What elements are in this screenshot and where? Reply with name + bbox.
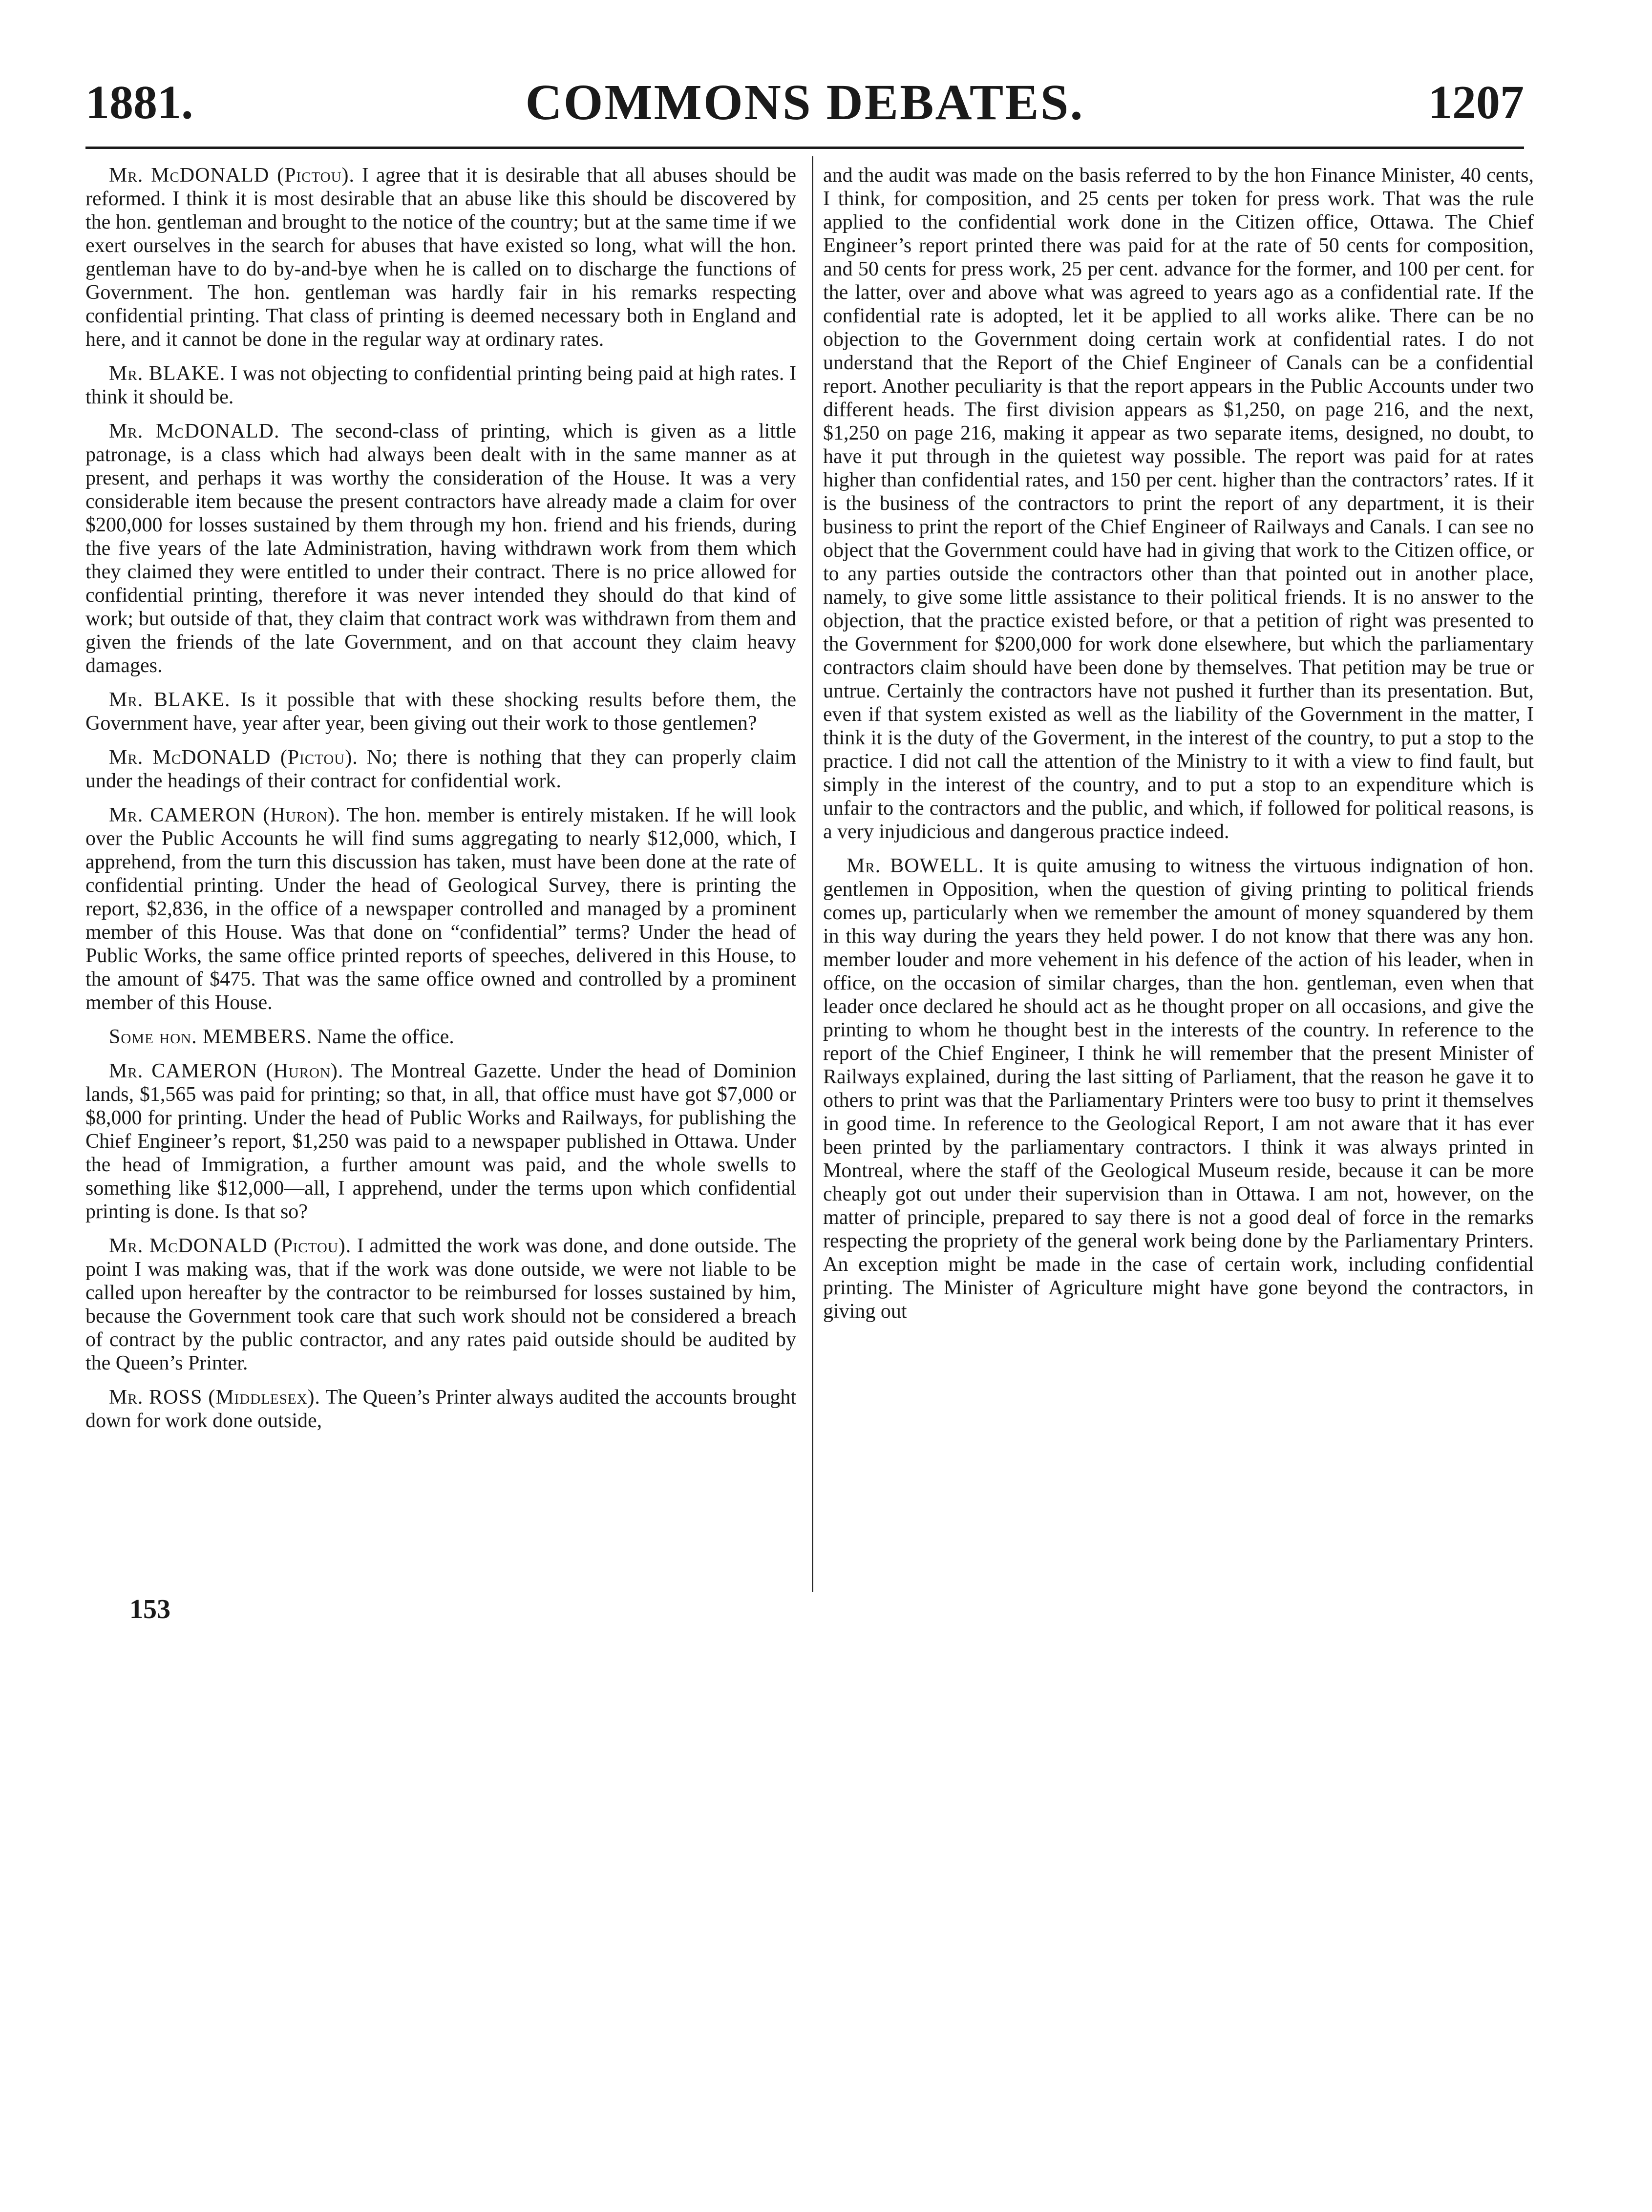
speech-paragraph	[85, 1386, 796, 1433]
speech-text: The hon. member is entirely mistaken. If he will look over the Public Accounts he will find sums aggregating to nearly $12,000, which, I apprehend, from the turn this discussion has taken, must have been done at the rate of confidential printing. Under the head of Geological Survey, there is printing the report, $2,836, in the office of a newspaper controlled and managed by a prominent member of this House. Was that done on “confidential” terms? Under the head of Public Works, the same office printed reports of speeches, delivered in this House, to the amount of $475. That was the same office owned and controlled by a prominent member of this House.	[85, 804, 796, 1014]
speaker-name: Mr. BOWELL.	[847, 855, 984, 877]
speech-paragraph	[823, 854, 1534, 1323]
speaker-name: Mr. CAMERON (Huron).	[109, 1060, 344, 1082]
speech-text: and the audit was made on the basis referred to by the hon Finance Minister, 40 cents, I think, for composition, and 25 cents per token for press work. That was the rule applied to the confidential work done in the Citizen office, Ottawa. The Chief Engineer’s report printed there was paid for at the rate of 50 cents for composition, and 50 cents for press work, 25 per cent. advance for the former, and 100 per cent. for the latter, over and above what was agreed to years ago as a confidential rate. If the confidential rate is adopted, let it be applied to all works alike. There can be no objection to the Government doing certain work at confidential rates. I do not understand that the Report of the Chief Engineer of Canals can be a confidential report. Another peculiarity is that the report appears in the Public Accounts under two different heads. The first division appears as $1,250, on page 216, and the next, $1,250 on page 216, making it appear as two separate items, designed, no doubt, to have it put through in the quietest way possible. The report was paid for at rates higher than confidential rates, and 150 per cent. higher than the contractors’ rates. If it is the business of the contractors to print the report of any department, it is their business to print the report of the Chief Engineer of Railways and Canals. I can see no object that the Government could have had in giving that work to the Citizen office, or to any parties outside the contractors other than that pointed out in another place, namely, to give some little assistance to their political friends. It is no answer to the objection, that the practice existed before, or that a petition of right was presented to the Government for $200,000 for work done elsewhere, but which the parliamentary contractors claim should have been done by themselves. That petition may be true or untrue. Certainly the contractors have not pushed it further than its presentation. But, even if that system existed as well as the liability of the Government in the matter, I think it is the duty of the Goverment, in the interest of the country, to put a stop to the practice. I did not call the attention of the Ministry to it with a view to find fault, but simply in the interest of the country, and to put a stop to an expenditure which is unfair to the contractors and the public, and which, if followed for political reasons, is a very injudicious and dangerous practice indeed.	[823, 164, 1534, 843]
page-title: COMMONS DEBATES.	[525, 74, 1084, 130]
speech-text: Name the office.	[312, 1026, 454, 1048]
signature-mark: 153	[129, 1594, 170, 1624]
speaker-name: Mr. McDONALD (Pictou).	[109, 746, 358, 769]
speaker-name: Mr. McDONALD (Pictou).	[109, 164, 355, 187]
speech-text: The second-class of printing, which is given as a little patronage, is a class which had always been dealt with in the same manner as at present, and perhaps it was worthy the consideration of the House. It was a very considerable item because the present contractors have already made a claim for over $200,000 for losses sustained by them through my hon. friend and his friends, during the five years of the late Administration, having withdrawn work from them which they claimed they were entitled to under their contract. There is no price allowed for confidential printing, therefore it was never intended they should do that kind of work; but outside of that, they claim that contract work was withdrawn from them and given the friends of the late Government, and on that account they claim heavy damages.	[85, 420, 797, 677]
speaker-name: Mr. CAMERON (Huron).	[109, 804, 341, 826]
page-number: 1207	[1428, 76, 1524, 129]
speech-paragraph	[85, 803, 796, 1014]
header-year: 1881.	[85, 76, 193, 129]
speaker-name: Mr. McDONALD (Pictou).	[109, 1235, 352, 1257]
speech-paragraph	[823, 164, 1534, 843]
right-column	[823, 164, 1534, 1334]
speech-text: The Montreal Gazette. Under the head of Dominion lands, $1,565 was paid for printing; so that, in all, that office must have got $7,000 or $8,000 for printing. Under the head of Public Works and Railways, for publishing the Chief Engineer’s report, $1,250 was paid to a newspaper published in Ottawa. Under the head of Immigration, a further amount was paid, and the whole swells to something like $12,000—all, I apprehend, under the terms upon which confidential printing is done. Is that so?	[85, 1060, 796, 1223]
speech-text: No; there is nothing that they can properly claim under the headings of their contract for confidential work.	[85, 746, 797, 792]
speech-text: I admitted the work was done, and done outside. The point I was making was, that if the work was done outside, we were not liable to be called upon hereafter by the contractor to be reimbursed for losses sustained by him, because the Government took care that such work should not be considered a breach of contract by the public contractor, and any rates paid outside should be audited by the Queen’s Printer.	[85, 1235, 796, 1374]
speech-text: Is it possible that with these shocking results before them, the Government have, year after year, been giving out their work to those gentlemen?	[85, 689, 796, 735]
speaker-name: Mr. BLAKE.	[109, 689, 231, 711]
speech-text: The Queen’s Printer always audited the accounts brought down for work done outside,	[85, 1386, 796, 1432]
speaker-name: Mr. ROSS (Middlesex).	[109, 1386, 320, 1409]
page-header	[85, 73, 1524, 142]
speaker-name: Some hon. MEMBERS.	[109, 1026, 313, 1048]
header-rule	[85, 147, 1524, 149]
speech-paragraph	[85, 746, 796, 793]
speech-paragraph	[85, 1059, 796, 1223]
speech-paragraph	[85, 164, 796, 351]
column-divider	[812, 156, 813, 1592]
speaker-name: Mr. McDONALD.	[109, 420, 280, 442]
left-column	[85, 164, 796, 1443]
speech-paragraph	[85, 420, 796, 677]
speech-text: I agree that it is desirable that all abuses should be reformed. I think it is most desirable that an abuse like this should be discovered by the hon. gentleman and brought to the notice of the country; but at the same time if we exert ourselves in the search for abuses that have existed so long, what will the hon. gentleman have to do by-and-bye when he is called on to discharge the functions of Government. The hon. gentleman was hardly fair in his remarks respecting confidential printing. That class of printing is deemed necessary both in England and here, and it cannot be done in the regular way at ordinary rates.	[85, 164, 796, 351]
speaker-name: Mr. BLAKE.	[109, 362, 226, 385]
speech-paragraph	[85, 362, 796, 409]
speech-paragraph	[85, 1025, 796, 1049]
speech-paragraph	[85, 688, 796, 735]
speech-text: I was not objecting to confidential printing being paid at high rates. I think it should be.	[85, 362, 796, 408]
speech-paragraph	[85, 1234, 796, 1375]
speech-text: It is quite amusing to witness the virtuous indignation of hon. gentlemen in Opposition, when the question of giving printing to political friends comes up, particularly when we remember the amount of money squandered by them in this way during the years they held power. I do not know that there was any hon. member louder and more vehement in his defence of the action of his leader, when in office, on the occasion of similar charges, than the hon. gentleman, even when that leader once declared he should act as he thought proper on all occasions, and give the printing to whom he thought best in the interests of the country. In reference to the report of the Chief Engineer, I think he will remember that the present Minister of Railways explained, during the last sitting of Parliament, that the reason he gave it to others to print was that the Parliamentary Printers were too busy to print it themselves in good time. In reference to the Geological Report, I am not aware that it has ever been printed by the parliamentary contractors. I think it was always printed in Montreal, where the staff of the Geological Museum reside, because it can be more cheaply got out under their supervision than in Ottawa. I am not, however, on the matter of principle, prepared to say there is not a good deal of force in the remarks respecting the propriety of the general work being done by the Parliamentary Printers. An exception might be made in the case of certain work, including confidential printing. The Minister of Agriculture might have gone beyond the contractors, in giving out	[823, 855, 1534, 1323]
